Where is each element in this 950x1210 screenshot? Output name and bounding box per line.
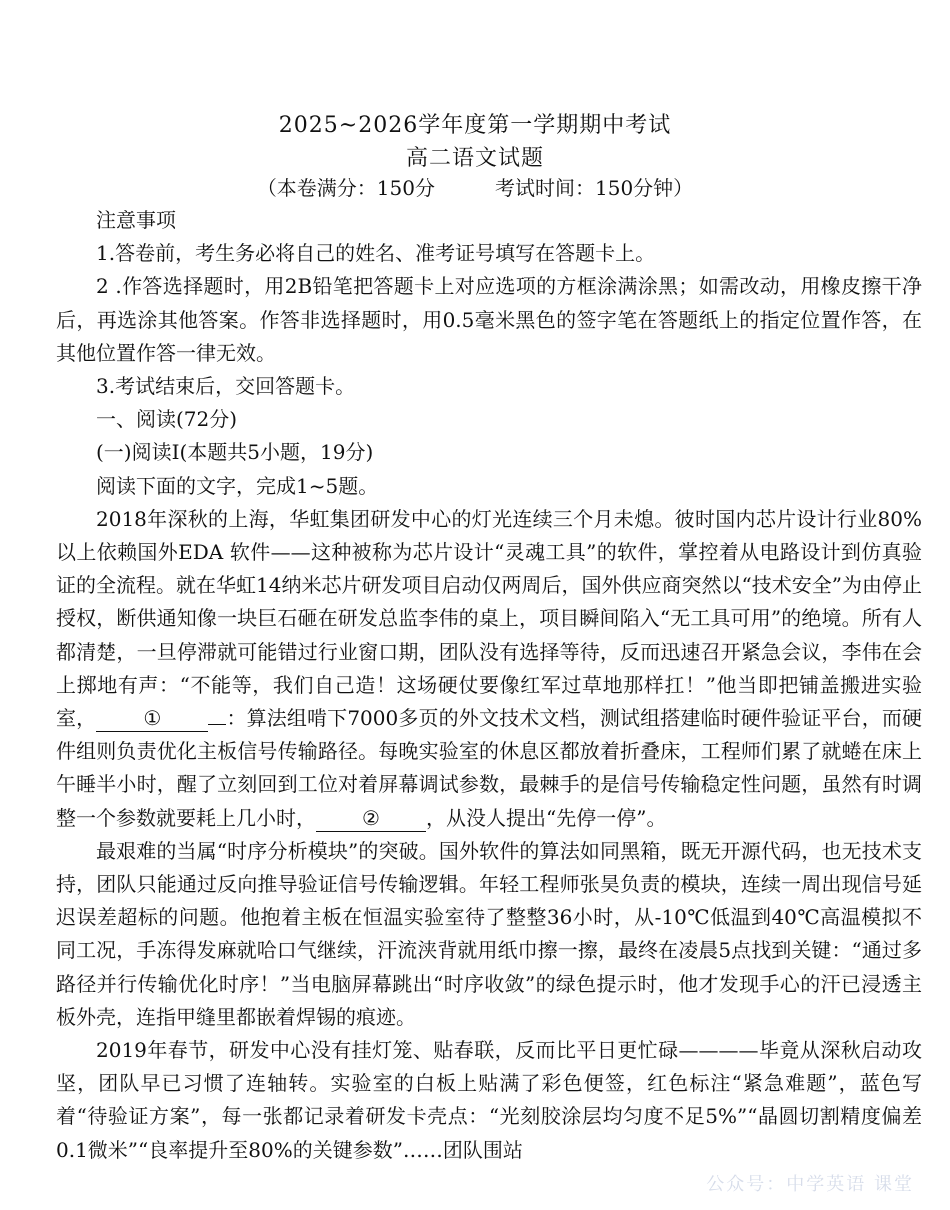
- exam-content: [56, 204, 922, 1167]
- notice-item-1: 1.答卷前，考生务必将自己的姓名、准考证号填写在答题卡上。: [96, 241, 656, 266]
- blank-2: ②: [316, 805, 426, 832]
- notice-item-2: 2 .作答选择题时，用2B铅笔把答题卡上对应选项的方框涂满涂黑；如需改动，用橡皮擦干净后，再选涂其他答案。作答非选择题时，用0.5毫米黑色的签字笔在答题纸上的指定位置作答，在其他位置作答一律无效。: [56, 274, 922, 365]
- notice-item-3: 3.考试结束后，交回答题卡。: [96, 374, 356, 399]
- watermark: 公众号：中学英语 课堂: [706, 1174, 914, 1195]
- blank-1: ①: [96, 705, 208, 732]
- passage-p1-part-c: ，从没人提出“先停一停”。: [426, 805, 667, 830]
- notice-heading: 注意事项: [96, 208, 176, 232]
- passage-p1-part-a: 2018年深秋的上海，华虹集团研发中心的灯光连续三个月未熄。彼时国内芯片设计行业80%以上依赖国外EDA 软件——这种被称为芯片设计“灵魂工具”的软件，掌控着从电路设计到仿真验证的全流程。就在华虹14纳米芯片研发项目启动仅两周后，国外供应商突然以“技术安全”为由停止授权，断供通知像一块巨石砸在研发总监李伟的桌上，项目瞬间陷入“无工具可用”的绝境。所有人都清楚，一旦停滞就可能错过行业窗口期，团队没有选择等待，反而迅速召开紧急会议，李伟在会上掷地有声：“不能等，我们自己造！这场硬仗要像红军过草地那样扛！”他当即把铺盖搬进实验室，: [56, 506, 922, 731]
- exam-time: 考试时间：150分钟）: [495, 176, 694, 200]
- passage-paragraph-3: 2019年春节，研发中心没有挂灯笼、贴春联，反而比平日更忙碌————毕竟从深秋启动攻坚，团队早已习惯了连轴转。实验室的白板上贴满了彩色便签，红色标注“紧急难题”，蓝色写着“待验证方案”，每一张都记录着研发卡壳点：“光刻胶涂层均匀度不足5%”“晶圆切割精度偏差0.1微米”“良率提升至80%的关键参数”……团队围站: [56, 1038, 922, 1162]
- exam-subtitle: 高二语文试题: [405, 146, 544, 171]
- section-heading: 一、阅读(72分): [96, 407, 238, 432]
- section-instruction: 阅读下面的文字，完成1~5题。: [96, 473, 379, 498]
- section-sub-heading: (一)阅读Ⅰ(本题共5小题，19分): [96, 440, 374, 465]
- exam-title: 2025~2026学年度第一学期期中考试: [278, 113, 672, 138]
- blank-1-continued: [208, 724, 226, 725]
- passage-paragraph-2: 最艰难的当属“时序分析模块”的突破。国外软件的算法如同黑箱，既无开源代码，也无技术支持，团队只能通过反向推导验证信号传输逻辑。年轻工程师张昊负责的模块，连续一周出现信号延迟误差超标的问题。他抱着主板在恒温实验室待了整整36小时，从-10℃低温到40℃高温模拟不同工况，手冻得发麻就哈口气继续，汗流浃背就用纸巾擦一擦，最终在凌晨5点找到关键：“通过多路径并行传输优化时序！”当电脑屏幕跳出“时序收敛”的绿色提示时，他才发现手心的汗已浸透主板外壳，连指甲缝里都嵌着焊锡的痕迹。: [56, 838, 922, 1029]
- exam-meta: [0, 172, 950, 201]
- passage-paragraph-1: [56, 503, 922, 835]
- full-score: （本卷满分：150分: [256, 176, 435, 200]
- passage-p1-part-b: ：算法组啃下7000多页的外文技术文档，测试组搭建临时硬件验证平台，而硬件组则负责优化主板信号传输路径。每晚实验室的休息区都放着折叠床，工程师们累了就蜷在床上午睡半小时，醒了立刻回到工位对着屏幕调试参数，最棘手的是信号传输稳定性问题，虽然有时调整一个参数就要耗上几小时，: [56, 706, 922, 830]
